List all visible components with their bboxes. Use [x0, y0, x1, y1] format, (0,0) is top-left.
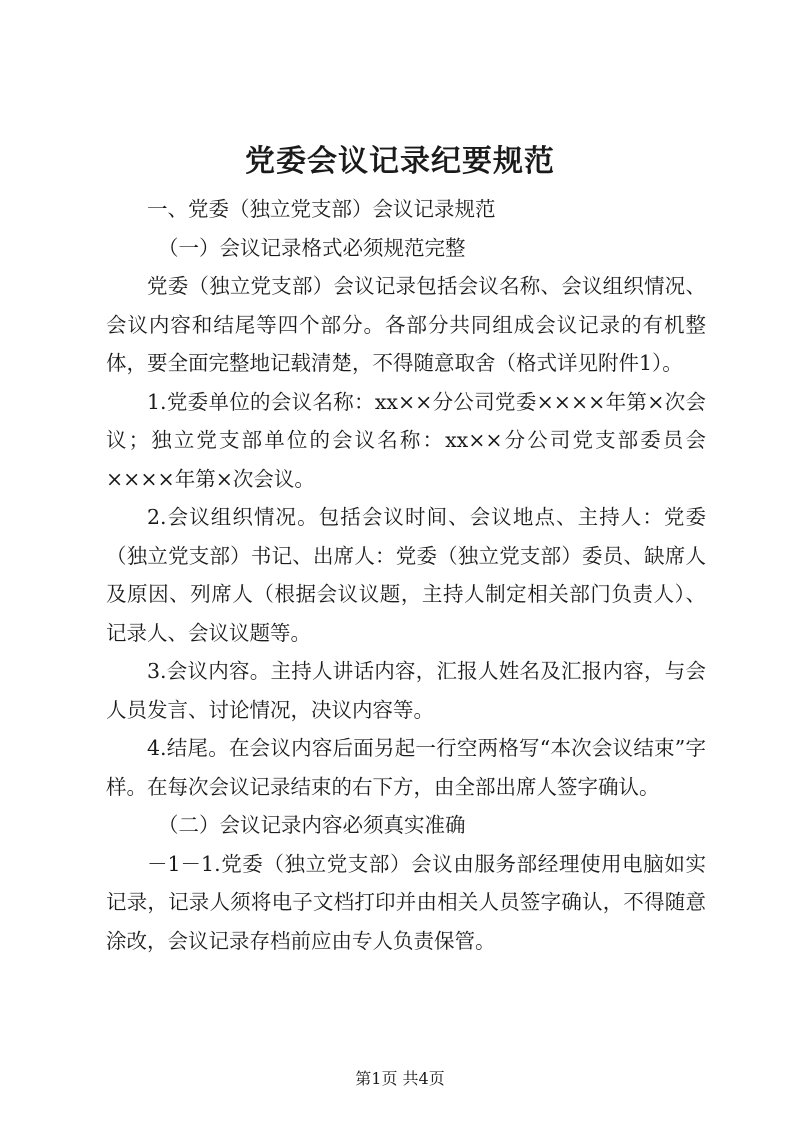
- paragraph-item-1: 1.党委单位的会议名称：xx××分公司党委××××年第×次会议；独立党支部单位的会议名称：xx××分公司党支部委员会××××年第×次会议。: [106, 389, 706, 491]
- paragraph-item-5: －1－1.党委（独立党支部）会议由服务部经理使用电脑如实记录，记录人须将电子文档打印并由相关人员签字确认，不得随意涂改，会议记录存档前应由专人负责保管。: [106, 851, 706, 953]
- paragraph-item-2: 2.会议组织情况。包括会议时间、会议地点、主持人：党委（独立党支部）书记、出席人：党委（独立党支部）委员、缺席人及原因、列席人（根据会议议题，主持人制定相关部门负责人）、记录人、会议议题等。: [106, 505, 706, 645]
- page-footer: 第1页 共4页: [355, 1069, 445, 1088]
- subsection-heading-1: （一）会议记录格式必须规范完整: [158, 235, 466, 260]
- document-title: 党委会议记录纪要规范: [245, 144, 555, 179]
- paragraph-item-4: 4.结尾。在会议内容后面另起一行空两格写“本次会议结束”字样。在每次会议记录结束的右下方，由全部出席人签字确认。: [106, 736, 706, 799]
- section-heading-1: 一、党委（独立党支部）会议记录规范: [147, 197, 496, 221]
- document-body: [106, 190, 706, 960]
- paragraph-intro: 党委（独立党支部）会议记录包括会议名称、会议组织情况、会议内容和结尾等四个部分。各部分共同组成会议记录的有机整体，要全面完整地记载清楚，不得随意取舍（格式详见附件1）。: [106, 274, 706, 375]
- paragraph-item-3: 3.会议内容。主持人讲话内容，汇报人姓名及汇报内容，与会人员发言、讨论情况，决议内容等。: [106, 659, 706, 722]
- subsection-heading-2: （二）会议记录内容必须真实准确: [158, 813, 466, 837]
